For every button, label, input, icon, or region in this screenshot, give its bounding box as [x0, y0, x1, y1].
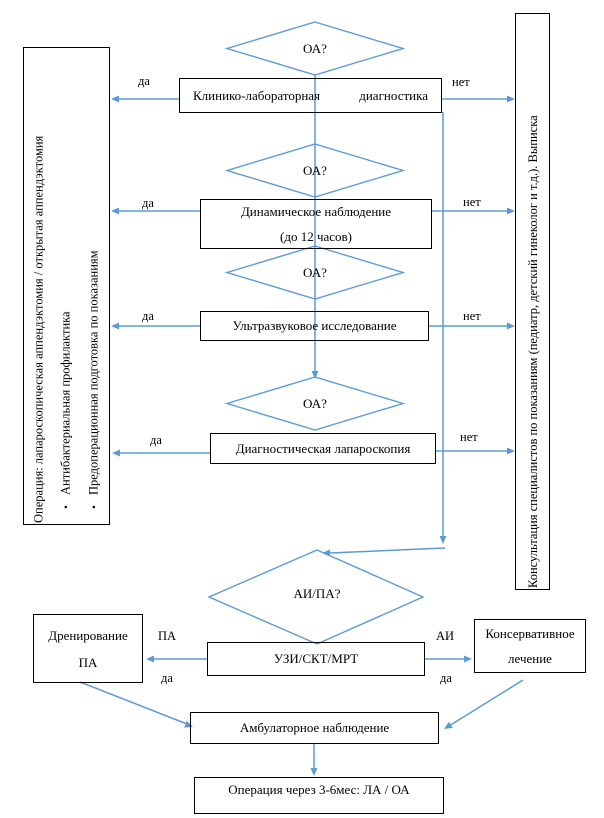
edge-label-pa: ПА	[158, 629, 177, 643]
edge-label-yes-1: да	[138, 74, 150, 88]
connector-collector-to-decision5	[330, 548, 445, 553]
outcome-drainage: Дренирование ПА	[33, 614, 143, 683]
step-dynamic-observation: Динамическое наблюдение (до 12 часов)	[200, 199, 432, 249]
outcome-delayed-surgery: Операция через 3-6мес: ЛА / ОА	[194, 777, 444, 814]
decision-2-label: ОА?	[303, 163, 327, 178]
edge-label-yes-2: да	[142, 196, 154, 210]
edge-label-yes-3: да	[142, 309, 154, 323]
decision-1-label: ОА?	[303, 41, 327, 56]
step-diagnostic-laparoscopy: Диагностическая лапароскопия	[210, 433, 436, 464]
decision-4-label: ОА?	[303, 396, 327, 411]
outcome-conservative-treatment: Консервативное лечение	[474, 619, 586, 673]
edge-label-no-4: нет	[460, 430, 478, 444]
surgery-panel-bullet-1: •Антибактериальная профилактика	[52, 49, 80, 523]
edge-label-yes-ai: да	[440, 671, 452, 685]
surgery-panel-text	[25, 49, 108, 523]
surgery-panel	[23, 47, 110, 525]
step-clinical-lab-left: Клинико-лабораторная	[193, 87, 321, 103]
bullet-icon: •	[60, 505, 72, 509]
edge-label-yes-4: да	[150, 433, 162, 447]
decision-3-label: ОА?	[303, 265, 327, 280]
outcome-ambulatory-observation: Амбулаторное наблюдение	[190, 712, 439, 744]
decision-5-label: АИ/ПА?	[293, 586, 341, 601]
consultation-panel-text: Консультация специалистов по показаниям (педиатр, детский гинеколог и т.д.). Выписка	[525, 114, 540, 588]
connector-diag-right	[449, 680, 523, 726]
edge-label-no-2: нет	[463, 195, 481, 209]
surgery-panel-bullet-2: •Предоперационная подготовка по показаниям	[80, 49, 108, 523]
edge-label-no-1: нет	[452, 75, 470, 89]
edge-label-no-3: нет	[463, 309, 481, 323]
edge-label-yes-pa: да	[161, 671, 173, 685]
step-ultrasound: Ультразвуковое исследование	[200, 311, 429, 341]
bullet-icon: •	[88, 505, 100, 509]
step-clinical-lab-right: диагностика	[359, 87, 428, 103]
step-clinical-lab-diagnostics	[179, 78, 442, 113]
step-imaging: УЗИ/СКТ/МРТ	[207, 642, 425, 676]
surgery-panel-title: Операция: лапароскопическая аппендэктомия / открытая аппендэктомия	[31, 135, 45, 523]
connector-diag-left	[80, 682, 187, 724]
consultation-panel	[515, 13, 550, 590]
edge-label-ai: АИ	[436, 629, 455, 643]
